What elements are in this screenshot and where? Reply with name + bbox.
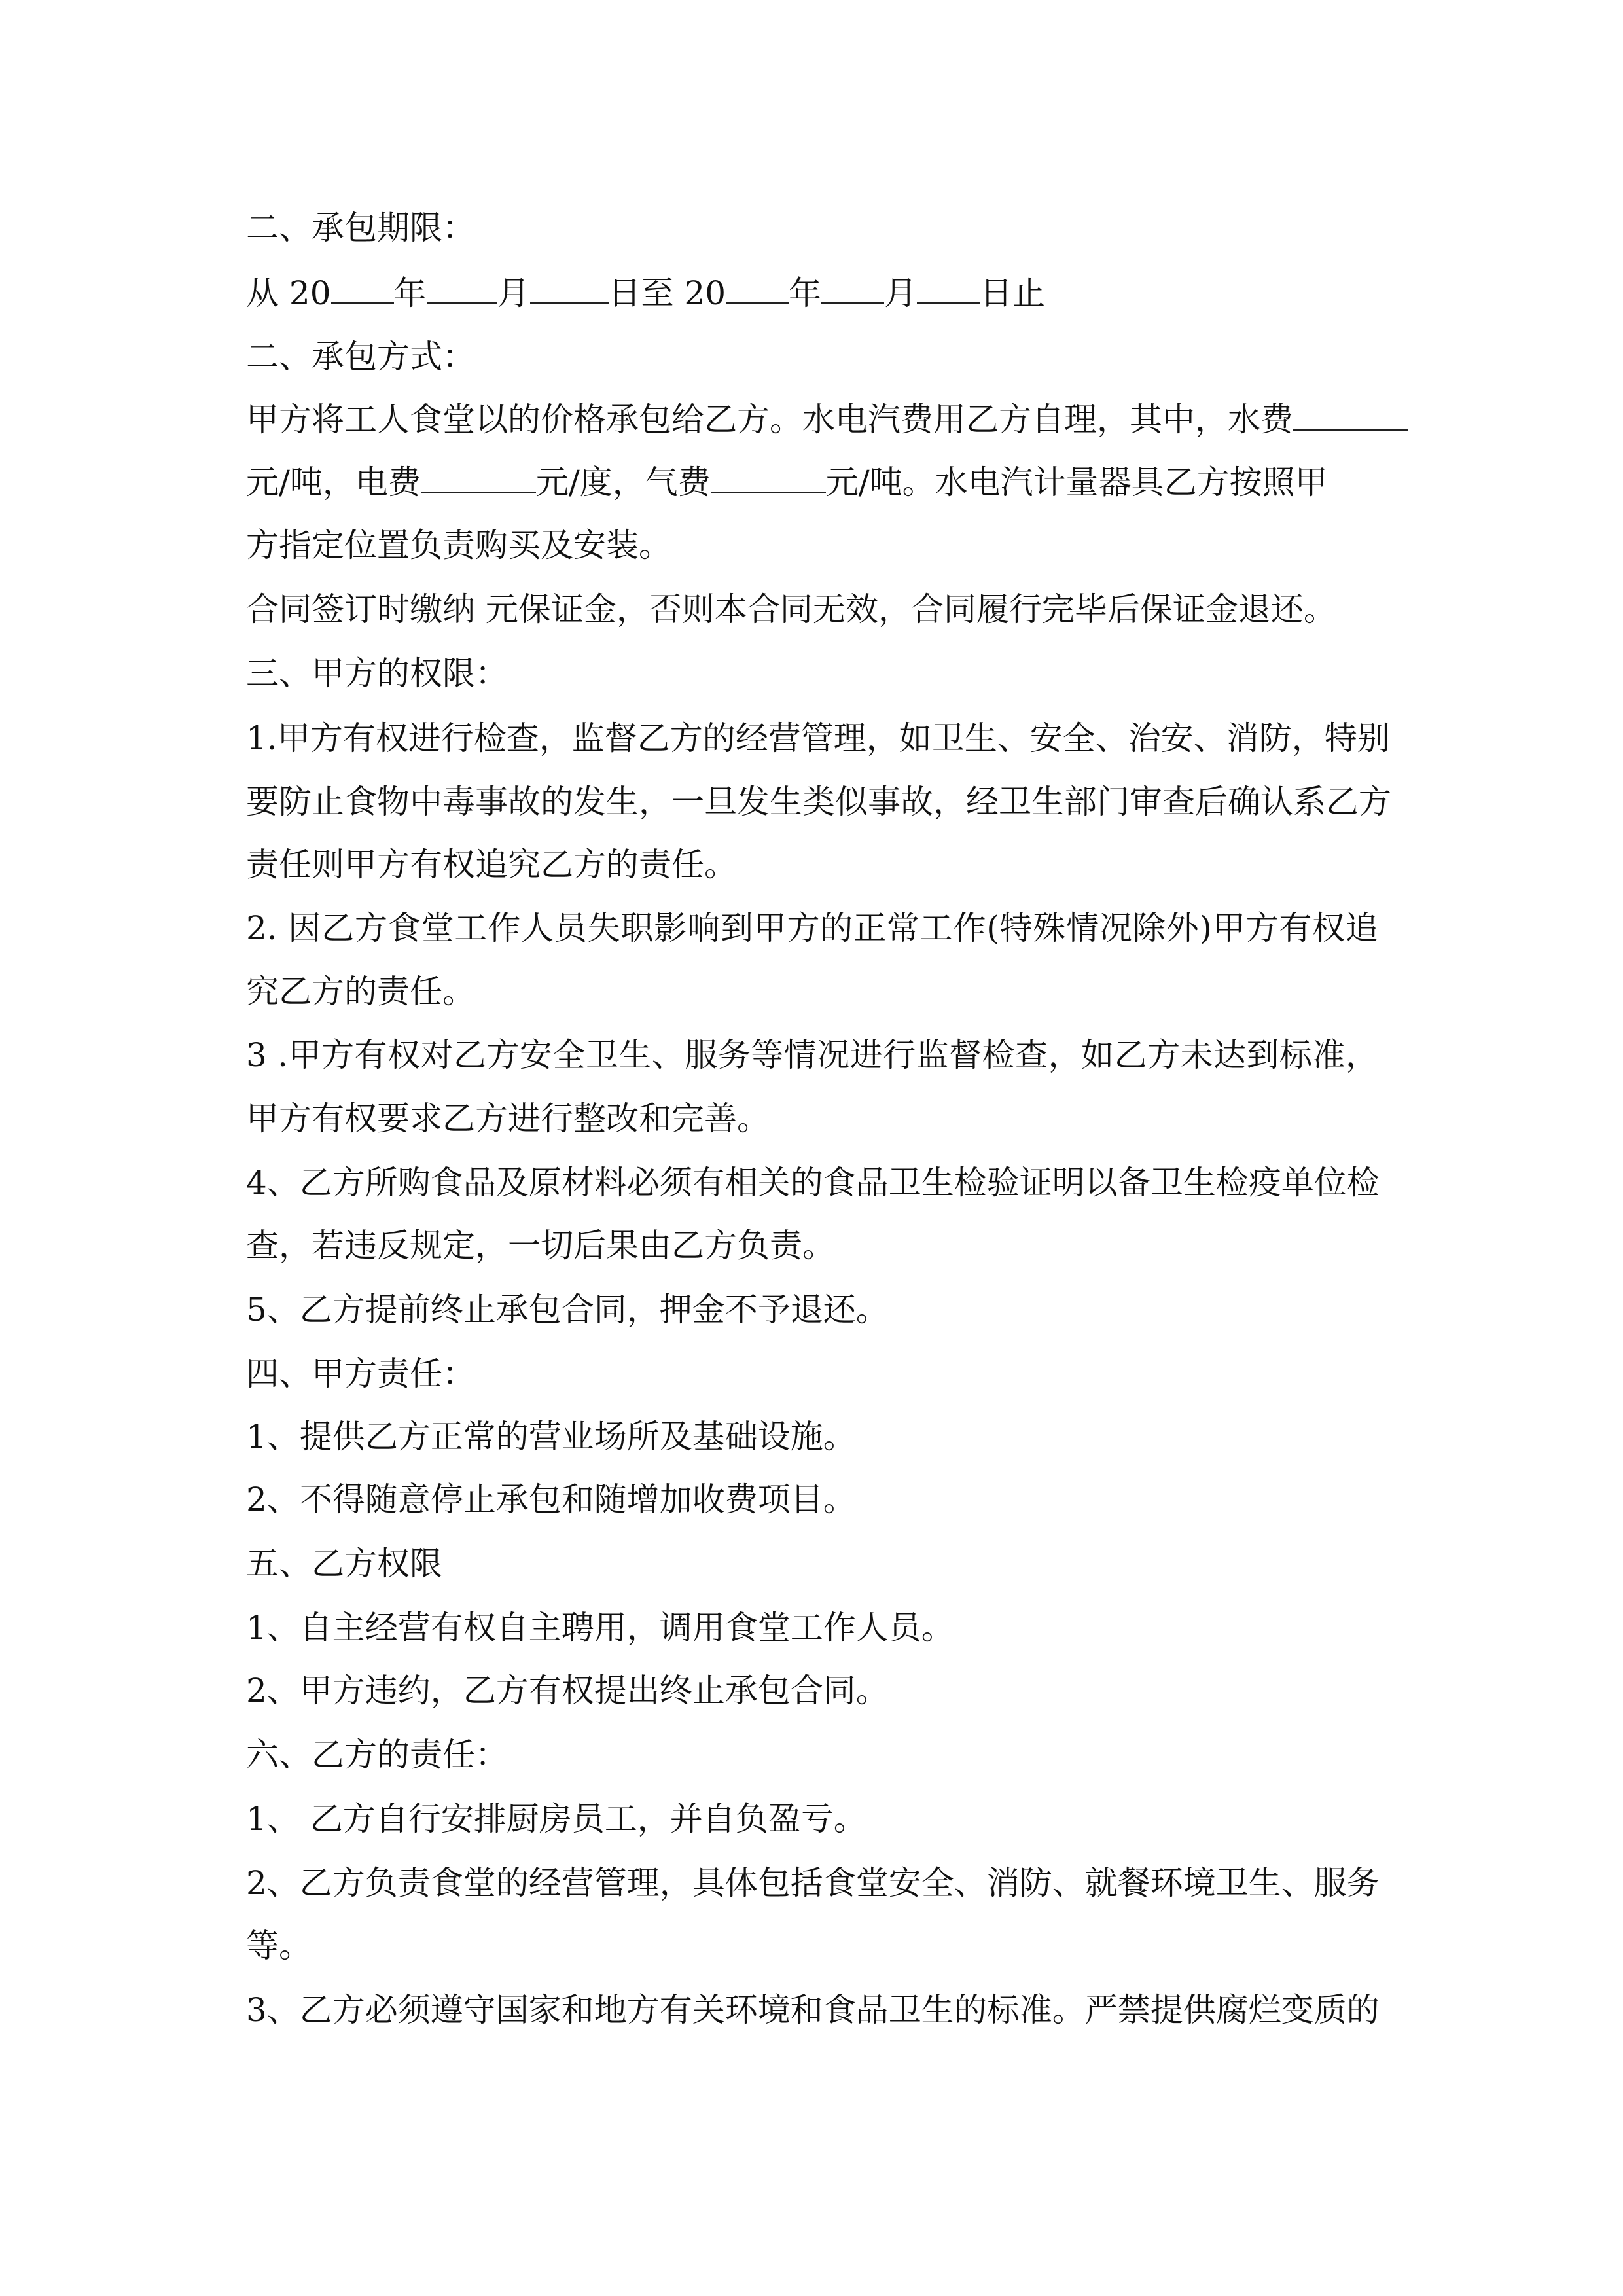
section-heading-term: 二、承包期限：: [246, 209, 475, 247]
section-heading-party-a-duties: 四、甲方责任：: [246, 1355, 475, 1393]
party-a-rights-item-3-line-2: 甲方有权要求乙方进行整改和完善。: [246, 1100, 770, 1138]
day-end-blank[interactable]: [917, 272, 980, 304]
party-b-duties-item-1: 1、 乙方自行安排厨房员工，并自负盈亏。: [246, 1800, 866, 1838]
section-heading-method: 二、承包方式：: [246, 338, 475, 376]
day-start-blank[interactable]: [530, 272, 609, 304]
method-line-2: 元/吨，电费 元/度，气费 元/吨。水电汽计量器具乙方按照甲: [246, 459, 1378, 505]
party-a-rights-item-4-line-1: 4、乙方所购食品及原材料必须有相关的食品卫生检验证明以备卫生检疫单位检: [246, 1164, 1380, 1202]
gas-fee-blank[interactable]: [711, 461, 826, 493]
party-b-rights-item-1: 1、自主经营有权自主聘用，调用食堂工作人员。: [246, 1609, 954, 1647]
water-fee-blank[interactable]: [1293, 399, 1408, 431]
year-end-blank[interactable]: [726, 272, 789, 304]
method-line-3: 方指定位置负责购买及安装。: [246, 526, 671, 564]
section-heading-party-a-rights: 三、甲方的权限：: [246, 655, 508, 692]
contract-period-line: 从 20 年 月 日至 20 年 月 日止: [246, 270, 1378, 316]
month-end-blank[interactable]: [821, 272, 884, 304]
method-line-4: 合同签订时缴纳 元保证金，否则本合同无效，合同履行完毕后保证金退还。: [246, 590, 1336, 628]
party-a-duties-item-1: 1、提供乙方正常的营业场所及基础设施。: [246, 1418, 856, 1456]
party-a-rights-item-2-line-2: 究乙方的责任。: [246, 973, 475, 1011]
party-a-rights-item-1-line-1: 1.甲方有权进行检查，监督乙方的经营管理，如卫生、安全、治安、消防，特别: [246, 719, 1390, 757]
year-start-blank[interactable]: [331, 272, 394, 304]
party-a-rights-item-4-line-2: 查，若违反规定，一切后果由乙方负责。: [246, 1227, 835, 1265]
electricity-fee-blank[interactable]: [421, 461, 536, 493]
party-a-duties-item-2: 2、不得随意停止承包和随增加收费项目。: [246, 1480, 856, 1518]
party-b-rights-item-2: 2、甲方违约，乙方有权提出终止承包合同。: [246, 1672, 889, 1710]
party-a-rights-item-3-line-1: 3 .甲方有权对乙方安全卫生、服务等情况进行监督检查，如乙方未达到标准，: [246, 1036, 1378, 1074]
party-b-duties-item-2-line-2: 等。: [246, 1927, 312, 1965]
party-a-rights-item-5: 5、乙方提前终止承包合同，押金不予退还。: [246, 1291, 889, 1329]
section-heading-party-b-duties: 六、乙方的责任：: [246, 1736, 508, 1774]
method-line-1: 甲方将工人食堂以的价格承包给乙方。水电汽费用乙方自理，其中，水费: [246, 397, 1378, 442]
section-heading-party-b-rights: 五、乙方权限: [246, 1545, 442, 1583]
month-start-blank[interactable]: [427, 272, 497, 304]
party-b-duties-item-2-line-1: 2、乙方负责食堂的经营管理，具体包括食堂安全、消防、就餐环境卫生、服务: [246, 1864, 1380, 1902]
party-b-duties-item-3-line-1: 3、乙方必须遵守国家和地方有关环境和食品卫生的标准。严禁提供腐烂变质的: [246, 1991, 1380, 2029]
party-a-rights-item-1-line-3: 责任则甲方有权追究乙方的责任。: [246, 846, 737, 884]
party-a-rights-item-2-line-1: 2. 因乙方食堂工作人员失职影响到甲方的正常工作(特殊情况除外)甲方有权追: [246, 909, 1378, 947]
party-a-rights-item-1-line-2: 要防止食物中毒事故的发生，一旦发生类似事故，经卫生部门审查后确认系乙方: [246, 783, 1391, 821]
